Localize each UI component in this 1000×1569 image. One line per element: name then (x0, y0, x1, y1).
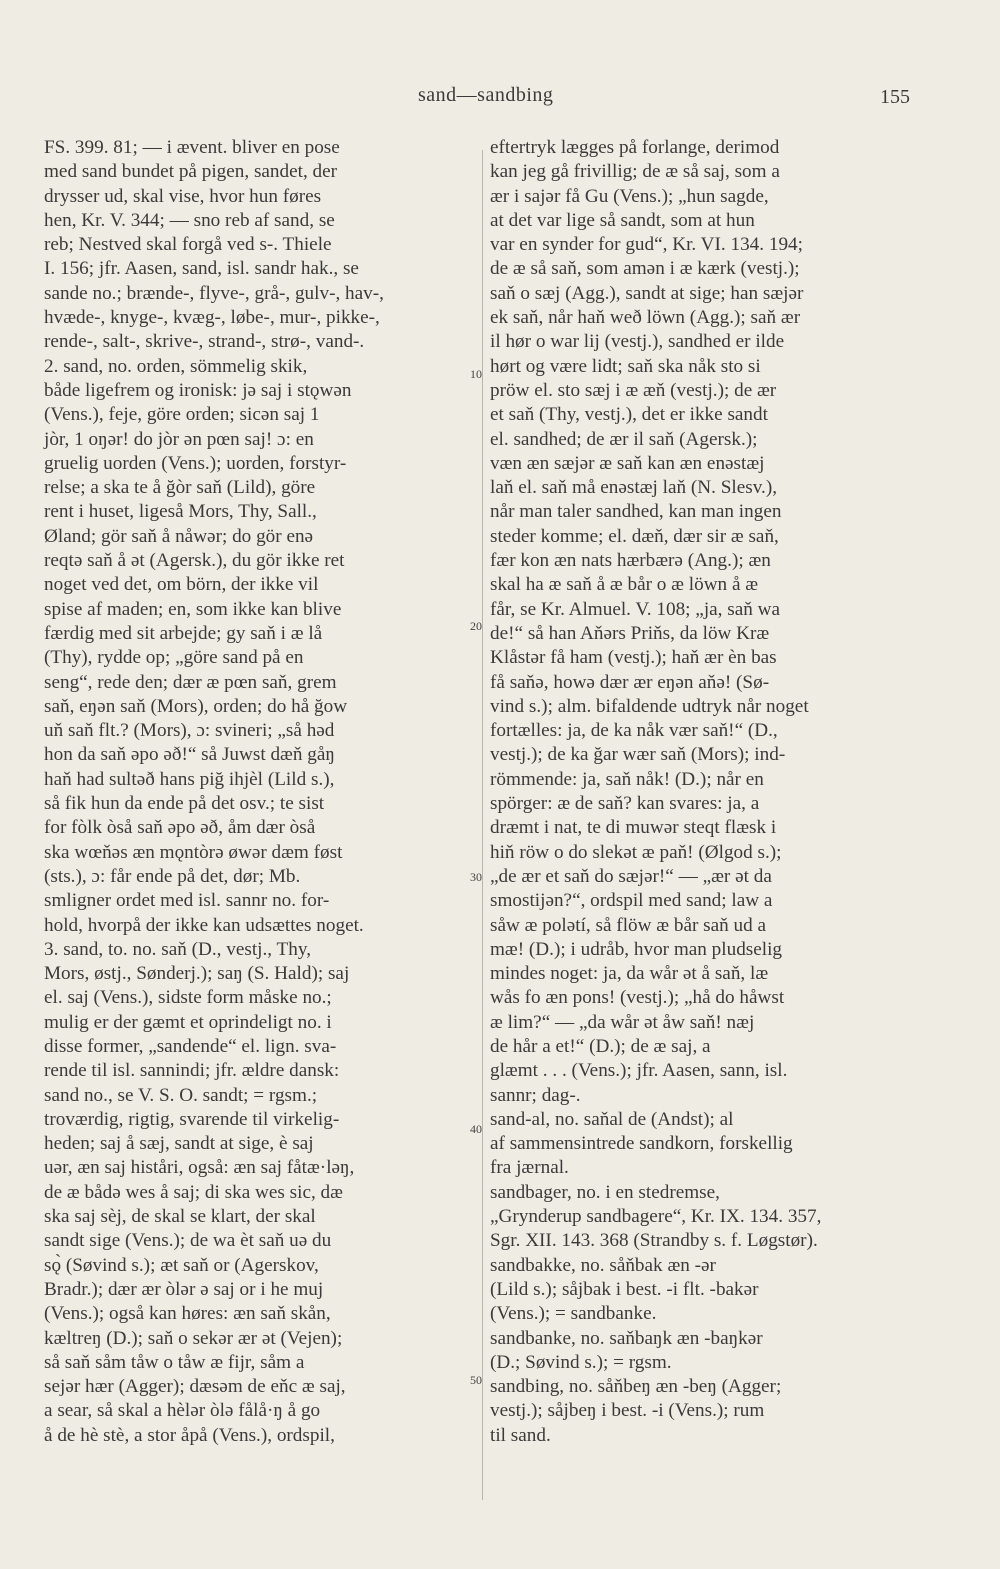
right-column-line: æ lim?“ — „da wår ət åw saň! næj (490, 1011, 755, 1033)
left-column-line: så fik hun da ende på det osv.; te sist (44, 793, 325, 815)
left-column-line: smligner ordet med isl. sannr no. for- (44, 890, 330, 912)
right-column-line: Sgr. XII. 143. 368 (Strandby s. f. Løgstør). (490, 1230, 818, 1252)
left-column-line: ska saj sèj, de skal se klart, der skal (44, 1206, 316, 1228)
right-column-line: de hår a et!“ (D.); de æ saj, a (490, 1035, 711, 1057)
right-column-line: ek saň, når haň weð löwn (Agg.); saň ær (490, 307, 801, 329)
left-column-line: med sand bundet på pigen, sandet, der (44, 161, 338, 183)
left-column-line: sandt sige (Vens.); de wa èt saň uə du (44, 1230, 332, 1252)
right-column-line: il hør o war lij (vestj.), sandhed er ilde (490, 331, 785, 353)
left-column-line: spise af maden; en, som ikke kan blive (44, 598, 342, 620)
right-column-line: mæ! (D.); i udråb, hvor man pludselig (490, 938, 783, 960)
left-column-line: noget ved det, om börn, der ikke vil (44, 574, 319, 596)
left-column-line: rende til isl. sannindi; jfr. ældre dansk: (44, 1060, 340, 1082)
right-column-line: pröw el. sto sæj i æ æň (vestj.); de ær (490, 379, 777, 401)
left-column-line: sǫ̀ (Søvind s.); æt saň or (Agerskov, (44, 1254, 319, 1276)
left-column-line: el. saj (Vens.), sidste form måske no.; (44, 987, 332, 1009)
left-column-line: færdig med sit arbejde; gy saň i æ lå (44, 622, 323, 644)
line-marker: 50 (470, 1373, 482, 1387)
running-title: sand—sandbing (418, 84, 554, 106)
left-column-line: så saň såm tåw o tåw æ fijr, såm a (44, 1351, 305, 1373)
left-column-line: 3. sand, to. no. saň (D., vestj., Thy, (44, 938, 312, 960)
left-column-line: seng“, rede den; dær æ pœn saň, grem (44, 671, 337, 693)
right-column-line: såw æ polətí, så flöw æ bår saň ud a (490, 914, 767, 936)
right-column-line: var en synder for gud“, Kr. VI. 134. 194; (490, 234, 803, 256)
left-column-line: de æ bådə wes å saj; di ska wes sic, dæ (44, 1181, 343, 1203)
left-column-line: kæltreŋ (D.); saň o sekər ær ət (Vejen); (44, 1327, 343, 1349)
right-column-line: sandbing, no. såňbeŋ æn -beŋ (Agger; (490, 1376, 782, 1398)
line-marker: 10 (470, 367, 482, 381)
page-number: 155 (880, 86, 910, 108)
left-column-line: hon da saň əpo əð!“ så Juwst dæň gåŋ (44, 744, 335, 766)
right-column-line: til sand. (490, 1424, 551, 1446)
right-column-line: vestj.); de ka ğar wær saň (Mors); ind- (490, 744, 786, 766)
left-column-line: gruelig uorden (Vens.); uorden, forstyr- (44, 452, 347, 474)
left-column-line: hen, Kr. V. 344; — sno reb af sand, se (44, 209, 335, 231)
left-column-line: (Vens.); også kan høres: æn saň skån, (44, 1303, 331, 1325)
right-column-line: at det var lige så sandt, som at hun (490, 209, 755, 231)
left-column-line: a sear, så skal a hèlər òlə fålå·ŋ å go (44, 1400, 321, 1422)
left-column-line: sande no.; brænde-, flyve-, grå-, gulv-, hav-, (44, 282, 384, 304)
right-column-line: römmende: ja, saň nåk! (D.); når en (490, 768, 764, 790)
left-column-line: I. 156; jfr. Aasen, sand, isl. sandr hak., se (44, 258, 359, 280)
right-column-line: får, se Kr. Almuel. V. 108; „ja, saň wa (490, 598, 781, 620)
left-column-line: (sts.), ɔ: får ende på det, dør; Mb. (44, 865, 301, 887)
right-column-line: el. sandhed; de ær il saň (Agersk.); (490, 428, 758, 450)
left-column-line: saň, eŋən saň (Mors), orden; do hå ğow (44, 695, 348, 717)
right-column-line: spörger: æ de saň? kan svares: ja, a (490, 793, 760, 815)
left-column-line: 2. sand, no. orden, sömmelig skik, (44, 355, 308, 377)
right-column-line: glæmt . . . (Vens.); jfr. Aasen, sann, isl. (490, 1060, 788, 1082)
left-column-line: både ligefrem og ironisk: jə saj i stǫwən (44, 379, 352, 401)
left-column-line: relse; a ska te å ğòr saň (Lild), göre (44, 477, 316, 499)
right-column-line: saň o sæj (Agg.), sandt at sige; han sæjər (490, 282, 804, 304)
left-column-line: sejər hær (Agger); dæsəm de eňc æ saj, (44, 1376, 346, 1398)
right-column-line: vestj.); såjbeŋ i best. -i (Vens.); rum (490, 1400, 765, 1422)
right-column-line: de!“ så han Aňərs Priňs, da löw Kræ (490, 622, 770, 644)
right-column-line: hørt og være lidt; saň ska nåk sto si (490, 355, 761, 377)
right-column-line: steder komme; el. dæň, dær sir æ saň, (490, 525, 779, 547)
left-column-line: rende-, salt-, skrive-, strand-, strø-, vand-. (44, 331, 365, 353)
left-column-line: reqtə saň å ət (Agersk.), du gör ikke ret (44, 550, 345, 572)
right-column-line: sandbager, no. i en stedremse, (490, 1181, 720, 1203)
right-column-line: hiň röw o do slekət æ paň! (Ølgod s.); (490, 841, 782, 863)
left-column-line: jòr, 1 oŋər! do jòr ən pœn saj! ɔ: en (44, 428, 314, 450)
left-column-line: ska wœňəs æn mǫntòrə øwər dæm føst (44, 841, 343, 863)
right-column-line: laň el. saň må enəstæj laň (N. Slesv.), (490, 477, 778, 499)
right-column-line: sandbanke, no. saňbaŋk æn -baŋkər (490, 1327, 763, 1349)
right-column-line: Klåstər få ham (vestj.); haň ær èn bas (490, 647, 777, 669)
right-column-line: (D.; Søvind s.); = rgsm. (490, 1351, 672, 1373)
left-column-line: uər, æn saj histåri, også: æn saj fåtæ·ləŋ, (44, 1157, 355, 1179)
left-column-line: haň had sultəð hans piğ ihjèl (Lild s.), (44, 768, 335, 790)
left-column-line: disse former, „sandende“ el. lign. sva- (44, 1035, 337, 1057)
right-column-line: fær kon æn nats hærbærə (Ang.); æn (490, 550, 771, 572)
left-column-line: Øland; gör saň å nåwər; do gör enə (44, 525, 314, 547)
line-marker: 20 (470, 619, 482, 633)
left-column (44, 136, 476, 1448)
left-column-line: (Vens.), feje, göre orden; sicən saj 1 (44, 404, 320, 426)
right-column-line: kan jeg gå frivillig; de æ så saj, som a (490, 161, 780, 183)
left-column-line: for fòlk òså saň əpo əð, åm dær òså (44, 817, 316, 839)
column-divider (482, 150, 483, 1500)
left-column-line: mulig er der gæmt et oprindeligt no. i (44, 1011, 332, 1033)
left-column-line: sand no., se V. S. O. sandt; = rgsm.; (44, 1084, 318, 1106)
right-column-line: (Lild s.); såjbak i best. -i flt. -bakər (490, 1278, 759, 1300)
left-column-line: å de hè stè, a stor åpå (Vens.), ordspil, (44, 1424, 335, 1446)
right-column-line: smostijən?“, ordspil med sand; law a (490, 890, 773, 912)
left-column-line: hold, hvorpå der ikke kan udsættes noget. (44, 914, 364, 936)
right-column-line: ær i sajər få Gu (Vens.); „hun sagde, (490, 185, 769, 207)
right-column-line: „de ær et saň do sæjər!“ — „ær ət da (490, 865, 772, 887)
right-column-line: „Grynderup sandbagere“, Kr. IX. 134. 357, (490, 1206, 822, 1228)
right-column-line: få saňə, howə dær ær eŋən aňə! (Sø- (490, 671, 770, 693)
right-column-line: sand-al, no. saňal de (Andst); al (490, 1108, 734, 1130)
left-column-line: reb; Nestved skal forgå ved s-. Thiele (44, 234, 332, 256)
right-column-line: (Vens.); = sandbanke. (490, 1303, 657, 1325)
right-column-line: de æ så saň, som amən i æ kærk (vestj.); (490, 258, 800, 280)
right-column-line: sannr; dag-. (490, 1084, 581, 1106)
right-column (490, 136, 918, 1448)
right-column-line: mindes noget: ja, da wår ət å saň, læ (490, 963, 769, 985)
right-column-line: dræmt i nat, te di muwər steqt flæsk i (490, 817, 777, 839)
right-column-line: et saň (Thy, vestj.), det er ikke sandt (490, 404, 768, 426)
left-column-line: (Thy), rydde op; „göre sand på en (44, 647, 304, 669)
right-column-line: af sammensintrede sandkorn, forskellig (490, 1133, 793, 1155)
left-column-line: troværdig, rigtig, svarende til virkelig- (44, 1108, 340, 1130)
line-marker: 30 (470, 870, 482, 884)
left-column-line: Mors, østj., Sønderj.); saŋ (S. Hald); saj (44, 963, 350, 985)
left-column-line: uň saň flt.? (Mors), ɔ: svineri; „så həd (44, 720, 335, 742)
left-column-line: drysser ud, skal vise, hvor hun føres (44, 185, 322, 207)
right-column-line: eftertryk lægges på forlange, derimod (490, 137, 780, 158)
right-column-line: sandbakke, no. såňbak æn -ər (490, 1254, 716, 1276)
left-column-line: FS. 399. 81; — i ævent. bliver en pose (44, 137, 340, 158)
left-column-line: Bradr.); dær ær òlər ə saj or i he muj (44, 1278, 324, 1300)
right-column-line: skal ha æ saň å æ bår o æ löwn å æ (490, 574, 759, 596)
left-column-line: hvæde-, knyge-, kvæg-, løbe-, mur-, pikke-, (44, 307, 380, 329)
line-marker: 40 (470, 1122, 482, 1136)
right-column-line: wås fo æn pons! (vestj.); „hå do håwst (490, 987, 785, 1009)
right-column-line: når man taler sandhed, kan man ingen (490, 501, 782, 523)
left-column-line: rent i huset, ligeså Mors, Thy, Sall., (44, 501, 317, 523)
right-column-line: fra jærnal. (490, 1157, 569, 1179)
right-column-line: fortælles: ja, de ka nåk vær saň!“ (D., (490, 720, 778, 742)
right-column-line: vind s.); alm. bifaldende udtryk når noget (490, 695, 809, 717)
left-column-line: heden; saj å sæj, sandt at sige, è saj (44, 1133, 314, 1155)
right-column-line: væn æn sæjər æ saň kan æn enəstæj (490, 452, 765, 474)
